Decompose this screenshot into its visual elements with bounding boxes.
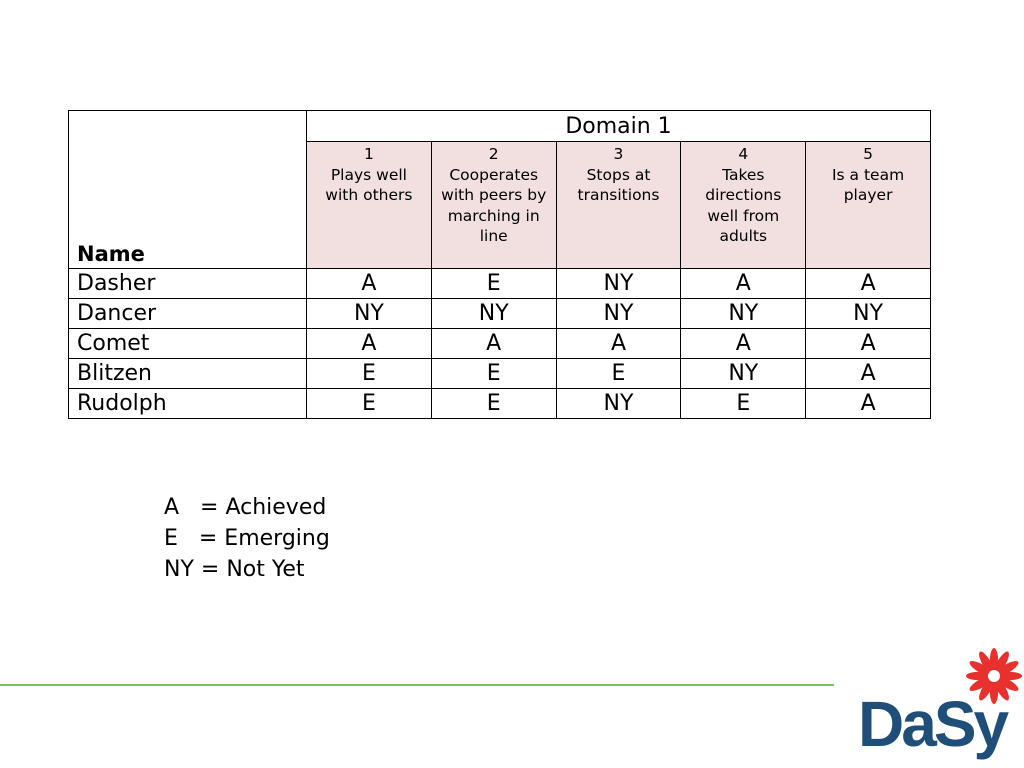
skill-label: Stops at transitions xyxy=(577,165,660,204)
rating-cell: E xyxy=(681,389,806,419)
skill-label: Takes directions well from adults xyxy=(705,165,782,245)
skill-header-3 xyxy=(556,142,681,269)
rating-cell: NY xyxy=(431,299,556,329)
rating-cell: A xyxy=(431,329,556,359)
skill-label: Is a team player xyxy=(831,165,905,204)
legend-item-emerging: E = Emerging xyxy=(164,526,330,551)
assessment-table xyxy=(68,110,931,419)
rating-cell: A xyxy=(806,269,931,299)
student-name: Blitzen xyxy=(69,359,307,389)
dasy-logo xyxy=(852,646,1024,768)
student-name: Rudolph xyxy=(69,389,307,419)
rating-cell: NY xyxy=(681,299,806,329)
skill-header-5 xyxy=(806,142,931,269)
logo-wordmark: DaSy xyxy=(858,688,1007,760)
name-column-header: Name xyxy=(69,111,307,269)
rating-cell: A xyxy=(806,359,931,389)
rating-cell: E xyxy=(431,269,556,299)
rating-cell: E xyxy=(431,359,556,389)
skill-number: 3 xyxy=(613,145,624,163)
rating-cell: NY xyxy=(307,299,432,329)
legend-item-not-yet: NY = Not Yet xyxy=(164,557,305,582)
flower-center xyxy=(988,670,1000,682)
domain-header: Domain 1 xyxy=(307,111,931,142)
rating-cell: NY xyxy=(681,359,806,389)
skill-number: 1 xyxy=(363,145,374,163)
rating-cell: A xyxy=(556,329,681,359)
table-row xyxy=(69,329,931,359)
table-body xyxy=(69,269,931,419)
skill-label: Cooperates with peers by marching in line xyxy=(441,165,547,245)
footer-divider xyxy=(0,684,834,686)
skill-number: 2 xyxy=(488,145,499,163)
table-row xyxy=(69,269,931,299)
student-name: Comet xyxy=(69,329,307,359)
rating-cell: NY xyxy=(556,269,681,299)
student-name: Dancer xyxy=(69,299,307,329)
skill-number: 5 xyxy=(863,145,874,163)
rating-legend xyxy=(164,492,330,585)
rating-cell: A xyxy=(806,329,931,359)
student-name: Dasher xyxy=(69,269,307,299)
rating-cell: A xyxy=(681,269,806,299)
table-row xyxy=(69,359,931,389)
rating-cell: NY xyxy=(556,389,681,419)
rating-cell: NY xyxy=(806,299,931,329)
rating-cell: NY xyxy=(556,299,681,329)
rating-cell: E xyxy=(307,389,432,419)
skill-header-1 xyxy=(307,142,432,269)
skill-header-4 xyxy=(681,142,806,269)
rating-cell: E xyxy=(431,389,556,419)
rating-cell: E xyxy=(556,359,681,389)
legend-item-achieved: A = Achieved xyxy=(164,495,327,520)
rating-cell: A xyxy=(307,269,432,299)
rating-cell: E xyxy=(307,359,432,389)
table-row xyxy=(69,299,931,329)
skill-header-2 xyxy=(431,142,556,269)
table-row xyxy=(69,389,931,419)
skill-label: Plays well with others xyxy=(325,165,413,204)
rating-cell: A xyxy=(681,329,806,359)
rating-cell: A xyxy=(806,389,931,419)
rating-cell: A xyxy=(307,329,432,359)
skill-number: 4 xyxy=(738,145,749,163)
